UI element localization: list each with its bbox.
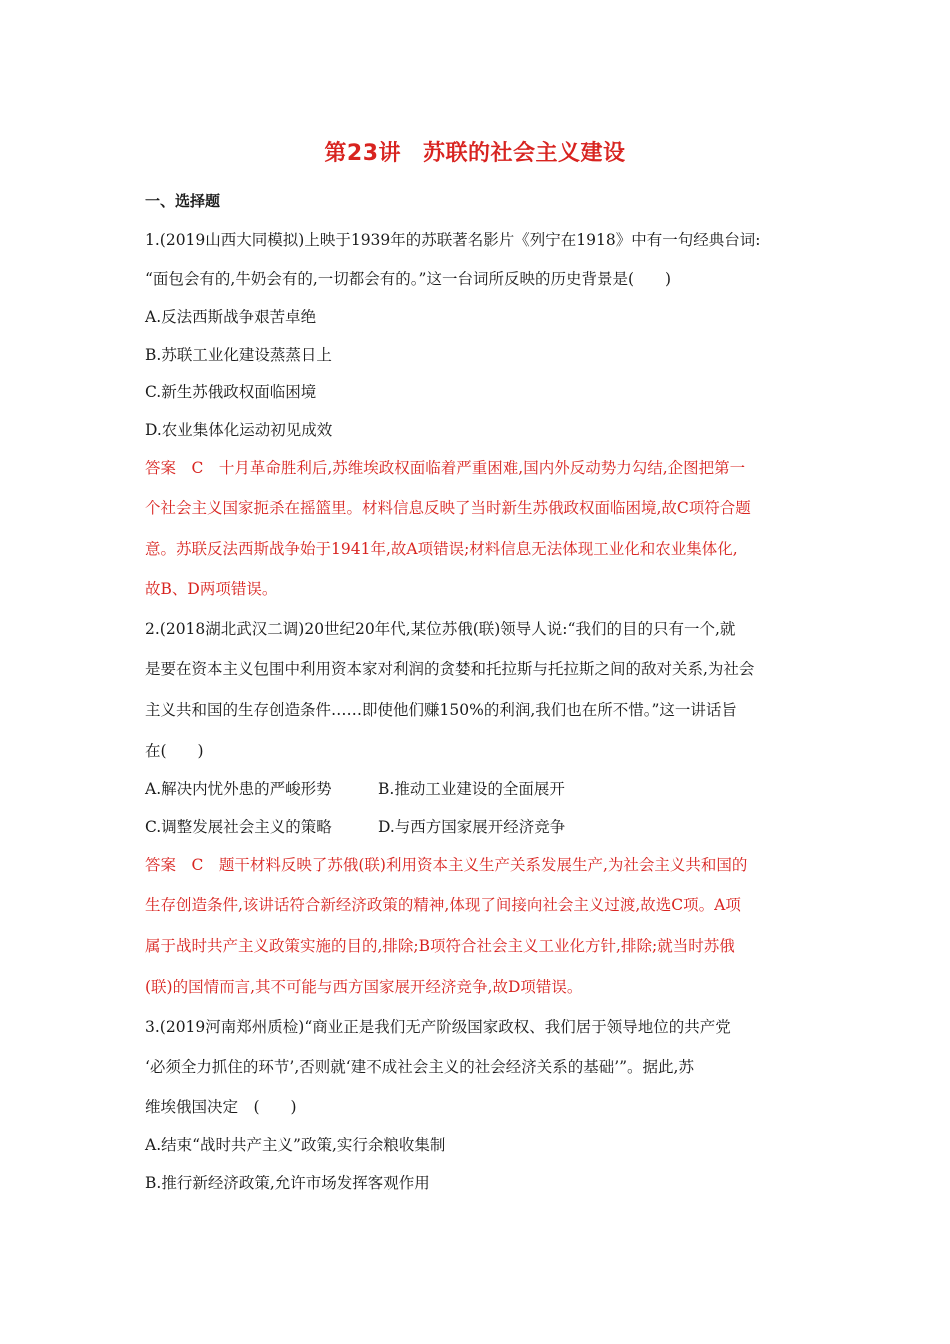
q2-answer-line-2: 生存创造条件,该讲话符合新经济政策的精神,体现了间接向社会主义过渡,故选C项。A项 bbox=[145, 896, 741, 914]
section-heading: 一、选择题 bbox=[145, 192, 221, 210]
q1-answer-line-2: 个社会主义国家扼杀在摇篮里。材料信息反映了当时新生苏俄政权面临困境,故C项符合题 bbox=[145, 499, 751, 517]
q2-options-row-1 bbox=[145, 779, 565, 799]
q1-option-a: A.反法西斯战争艰苦卓绝 bbox=[145, 308, 317, 326]
q2-stem-line-2: 是要在资本主义包围中利用资本家对利润的贪婪和托拉斯与托拉斯之间的敌对关系,为社会 bbox=[145, 660, 755, 678]
q3-option-b: B.推行新经济政策,允许市场发挥客观作用 bbox=[145, 1174, 430, 1192]
q1-stem-line-2: “面包会有的,牛奶会有的,一切都会有的。”这一台词所反映的历史背景是( ) bbox=[145, 270, 672, 288]
q2-option-d: D.与西方国家展开经济竞争 bbox=[378, 818, 566, 836]
q2-answer-line-3: 属于战时共产主义政策实施的目的,排除;B项符合社会主义工业化方针,排除;就当时苏俄 bbox=[145, 937, 735, 955]
q2-answer-line-4: (联)的国情而言,其不可能与西方国家展开经济竞争,故D项错误。 bbox=[145, 978, 583, 996]
q1-answer-line-1: 答案 C 十月革命胜利后,苏维埃政权面临着严重困难,国内外反动势力勾结,企图把第一 bbox=[145, 459, 746, 477]
lesson-number: 第23讲 bbox=[324, 141, 402, 166]
q2-stem-line-3: 主义共和国的生存创造条件……即使他们赚150%的利润,我们也在所不惜。”这一讲话旨 bbox=[145, 701, 737, 719]
q3-stem-line-3: 维埃俄国决定 ( ) bbox=[145, 1098, 297, 1116]
q2-stem-line-1: 2.(2018湖北武汉二调)20世纪20年代,某位苏俄(联)领导人说:“我们的目的只有一个,就 bbox=[145, 620, 736, 638]
q2-stem-line-4: 在( ) bbox=[145, 742, 204, 760]
q1-stem-line-1: 1.(2019山西大同模拟)上映于1939年的苏联著名影片《列宁在1918》中有一句经典台词: bbox=[145, 231, 761, 249]
q1-option-c: C.新生苏俄政权面临困境 bbox=[145, 383, 317, 401]
q2-option-c: C.调整发展社会主义的策略 bbox=[145, 818, 332, 836]
lesson-name: 苏联的社会主义建设 bbox=[423, 141, 626, 166]
q2-answer-line-1: 答案 C 题干材料反映了苏俄(联)利用资本主义生产关系发展生产,为社会主义共和国的 bbox=[145, 856, 748, 874]
q3-stem-line-1: 3.(2019河南郑州质检)“商业正是我们无产阶级国家政权、我们居于领导地位的共产党 bbox=[145, 1018, 731, 1036]
page-title bbox=[0, 136, 950, 167]
q1-answer-line-3: 意。苏联反法西斯战争始于1941年,故A项错误;材料信息无法体现工业化和农业集体化, bbox=[145, 540, 738, 558]
q2-option-a: A.解决内忧外患的严峻形势 bbox=[145, 780, 332, 798]
q1-option-d: D.农业集体化运动初见成效 bbox=[145, 421, 333, 439]
q2-option-b: B.推动工业建设的全面展开 bbox=[378, 780, 565, 798]
q2-options-row-2 bbox=[145, 817, 566, 837]
q1-answer-line-4: 故B、D两项错误。 bbox=[145, 580, 278, 598]
q3-stem-line-2: ‘必须全力抓住的环节’,否则就‘建不成社会主义的社会经济关系的基础’”。据此,苏 bbox=[145, 1058, 694, 1076]
q1-option-b: B.苏联工业化建设蒸蒸日上 bbox=[145, 346, 332, 364]
q3-option-a: A.结束“战时共产主义”政策,实行余粮收集制 bbox=[145, 1136, 446, 1154]
